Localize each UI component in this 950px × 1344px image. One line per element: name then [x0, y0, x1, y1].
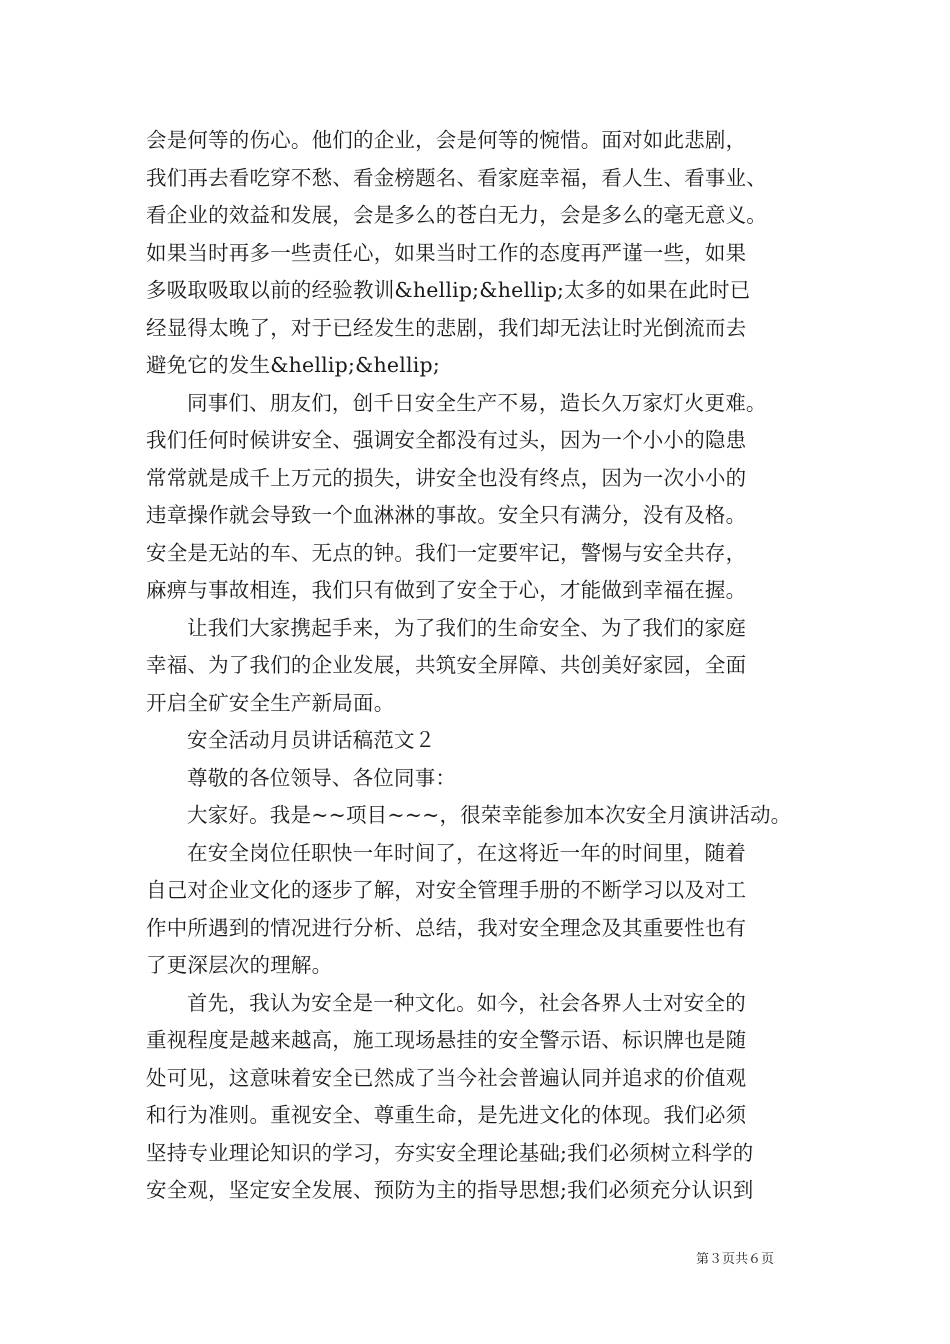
text-line: 自己对企业文化的逐步了解，对安全管理手册的不断学习以及对工	[146, 878, 747, 902]
paragraph	[146, 835, 822, 985]
text-line: 麻痹与事故相连，我们只有做到了安全于心，才能做到幸福在握。	[146, 578, 747, 602]
text-line: 会是何等的伤心。他们的企业，会是何等的惋惜。面对如此悲剧，	[146, 128, 747, 152]
text-line: 作中所遇到的情况进行分析、总结，我对安全理念及其重要性也有	[146, 915, 747, 940]
text-line: 让我们大家携起手来，为了我们的生命安全、为了我们的家庭	[187, 615, 746, 640]
text-line: 在安全岗位任职快一年时间了，在这将近一年的时间里，随着	[187, 840, 746, 865]
text-line: 安全活动月员讲话稿范文２	[187, 728, 436, 752]
paragraph	[146, 760, 822, 798]
text-line: 看企业的效益和发展，会是多么的苍白无力，会是多么的毫无意义。	[146, 203, 767, 227]
paragraph	[146, 797, 822, 835]
paragraph	[146, 985, 822, 1210]
text-line: 多吸取吸取以前的经验教训&hellip;&hellip;太多的如果在此时已	[146, 278, 751, 302]
paragraph	[146, 610, 822, 723]
text-line: 重视程度是越来越高，施工现场悬挂的安全警示语、标识牌也是随	[146, 1028, 747, 1052]
document-body	[146, 122, 822, 1210]
paragraph	[146, 722, 822, 760]
text-line: 违章操作就会导致一个血淋淋的事故。安全只有满分，没有及格。	[146, 503, 747, 527]
text-line: 安全观，坚定安全发展、预防为主的指导思想;我们必须充分认识到	[146, 1178, 754, 1202]
paragraph	[146, 122, 822, 385]
text-line: 同事们、朋友们，创千日安全生产不易，造长久万家灯火更难。	[187, 390, 767, 415]
text-line: 首先，我认为安全是一种文化。如今，社会各界人士对安全的	[187, 990, 746, 1015]
text-line: 开启全矿安全生产新局面。	[146, 690, 395, 715]
text-line: 幸福、为了我们的企业发展，共筑安全屏障、共创美好家园，全面	[146, 653, 747, 677]
text-line: 坚持专业理论知识的学习，夯实安全理论基础;我们必须树立科学的	[146, 1140, 754, 1165]
text-line: 我们任何时候讲安全、强调安全都没有过头，因为一个小小的隐患	[146, 428, 747, 452]
text-line: 大家好。我是~~项目~~~，很荣幸能参加本次安全月演讲活动。	[187, 803, 792, 827]
page-number-footer: 第３页共６页	[696, 1252, 775, 1267]
text-line: 常常就是成千上万元的损失，讲安全也没有终点，因为一次小小的	[146, 465, 747, 490]
text-line: 安全是无站的车、无点的钟。我们一定要牢记，警惕与安全共存，	[146, 540, 747, 565]
text-line: 和行为准则。重视安全、尊重生命，是先进文化的体现。我们必须	[146, 1103, 747, 1127]
text-line: 了更深层次的理解。	[146, 953, 333, 977]
text-line: 处可见，这意味着安全已然成了当今社会普遍认同并追求的价值观	[146, 1065, 747, 1090]
paragraph	[146, 385, 822, 610]
text-line: 避免它的发生&hellip;&hellip;	[146, 353, 440, 377]
text-line: 我们再去看吃穿不愁、看金榜题名、看家庭幸福，看人生、看事业、	[146, 165, 767, 190]
text-line: 尊敬的各位领导、各位同事：	[187, 765, 457, 790]
text-line: 如果当时再多一些责任心，如果当时工作的态度再严谨一些，如果	[146, 240, 747, 265]
text-line: 经显得太晚了，对于已经发生的悲剧，我们却无法让时光倒流而去	[146, 315, 747, 340]
